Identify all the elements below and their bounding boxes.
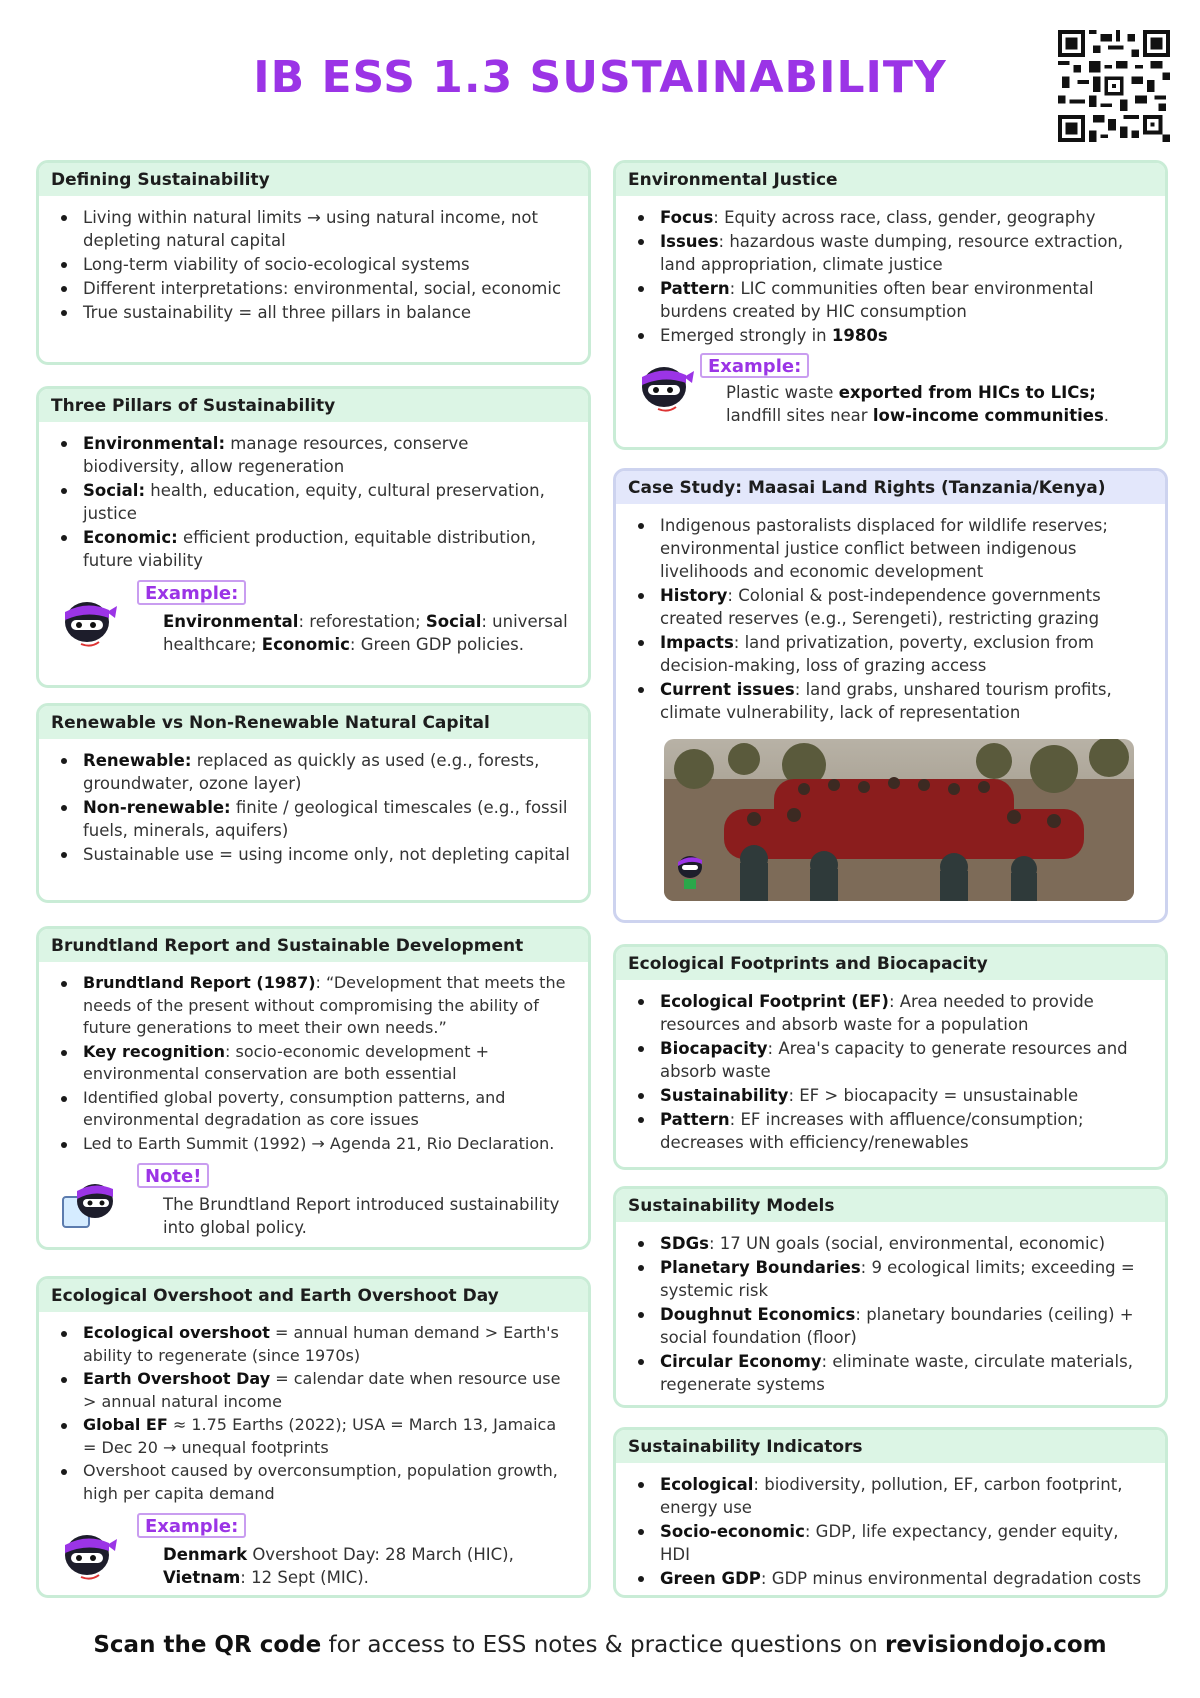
- example-tag: Example:: [137, 580, 246, 605]
- ninja-mascot-icon: [57, 1177, 119, 1233]
- list-item: Biocapacity: Area's capacity to generate resources and absorb waste: [630, 1037, 1151, 1083]
- card-title: Renewable vs Non-Renewable Natural Capital: [39, 706, 588, 739]
- list-item: True sustainability = all three pillars in balance: [53, 301, 574, 324]
- pillars-list: [39, 422, 588, 572]
- list-item: Economic: efficient production, equitable distribution, future viability: [53, 526, 574, 572]
- list-item: Impacts: land privatization, poverty, exclusion from decision-making, loss of grazing access: [630, 631, 1151, 677]
- card-title: Defining Sustainability: [39, 163, 588, 196]
- list-item: Different interpretations: environmental, social, economic: [53, 277, 574, 300]
- list-item: Pattern: LIC communities often bear environmental burdens created by HIC consumption: [630, 277, 1151, 323]
- card-title: Environmental Justice: [616, 163, 1165, 196]
- list-item: Ecological overshoot = annual human demand > Earth's ability to regenerate (since 1970s): [53, 1322, 574, 1367]
- note-callout: [57, 1163, 574, 1239]
- list-item: Sustainability: EF > biocapacity = unsustainable: [630, 1084, 1151, 1107]
- card-brundtland: [36, 926, 591, 1250]
- example-text: Environmental: reforestation; Social: universal healthcare; Economic: Green GDP policies.: [163, 612, 568, 654]
- card-sustainability-models: [613, 1186, 1168, 1408]
- ninja-mascot-icon: [57, 1527, 119, 1583]
- ninja-mascot-icon: [634, 359, 696, 415]
- list-item: Led to Earth Summit (1992) → Agenda 21, Rio Declaration.: [53, 1133, 574, 1156]
- list-item: Identified global poverty, consumption patterns, and environmental degradation as core issues: [53, 1087, 574, 1132]
- list-item: Overshoot caused by overconsumption, population growth, high per capita demand: [53, 1460, 574, 1505]
- list-item: Pattern: EF increases with affluence/consumption; decreases with efficiency/renewables: [630, 1108, 1151, 1154]
- example-callout: [57, 580, 574, 660]
- note-tag: Note!: [137, 1163, 209, 1188]
- list-item: SDGs: 17 UN goals (social, environmental, economic): [630, 1232, 1151, 1255]
- card-title: Three Pillars of Sustainability: [39, 389, 588, 422]
- brundtland-list: [39, 962, 588, 1155]
- card-title: Ecological Overshoot and Earth Overshoot Day: [39, 1279, 588, 1312]
- list-item: Social: health, education, equity, cultural preservation, justice: [53, 479, 574, 525]
- card-environmental-justice: [613, 160, 1168, 450]
- renewable-list: [39, 739, 588, 866]
- card-defining-sustainability: [36, 160, 591, 365]
- list-item: Green GDP: GDP minus environmental degradation costs: [630, 1567, 1151, 1590]
- example-text: Plastic waste exported from HICs to LICs; landfill sites near low-income communities.: [726, 383, 1110, 425]
- list-item: Non-renewable: finite / geological timescales (e.g., fossil fuels, minerals, aquifers): [53, 796, 574, 842]
- card-title: Sustainability Models: [616, 1189, 1165, 1222]
- footer-cta: [0, 1632, 1200, 1658]
- list-item: Socio-economic: GDP, life expectancy, gender equity, HDI: [630, 1520, 1151, 1566]
- list-item: Renewable: replaced as quickly as used (e.g., forests, groundwater, ozone layer): [53, 749, 574, 795]
- footer-bold-scan: Scan the QR code: [93, 1632, 322, 1658]
- card-title: Sustainability Indicators: [616, 1430, 1165, 1463]
- footer-text: for access to ESS notes & practice questions on: [321, 1632, 885, 1658]
- list-item: Emerged strongly in 1980s: [630, 324, 1151, 347]
- card-title: Ecological Footprints and Biocapacity: [616, 947, 1165, 980]
- list-item: Long-term viability of socio-ecological systems: [53, 253, 574, 276]
- justice-list: [616, 196, 1165, 347]
- footer-site-link[interactable]: revisiondojo.com: [884, 1632, 1107, 1658]
- list-item: Issues: hazardous waste dumping, resource extraction, land appropriation, climate justice: [630, 230, 1151, 276]
- example-callout: [57, 1513, 574, 1587]
- list-item: Key recognition: socio-economic development + environmental conservation are both essential: [53, 1041, 574, 1086]
- list-item: Earth Overshoot Day = calendar date when resource use > annual natural income: [53, 1368, 574, 1413]
- maasai-protest-photo: [664, 739, 1134, 901]
- maasai-list: [616, 504, 1165, 724]
- list-item: Focus: Equity across race, class, gender, geography: [630, 206, 1151, 229]
- card-ecological-footprints: [613, 944, 1168, 1170]
- list-item: Current issues: land grabs, unshared tourism profits, climate vulnerability, lack of representation: [630, 678, 1151, 724]
- card-overshoot: [36, 1276, 591, 1598]
- list-item: Doughnut Economics: planetary boundaries (ceiling) + social foundation (floor): [630, 1303, 1151, 1349]
- example-tag: Example:: [137, 1513, 246, 1538]
- card-title: Brundtland Report and Sustainable Development: [39, 929, 588, 962]
- list-item: Global EF ≈ 1.75 Earths (2022); USA = March 13, Jamaica = Dec 20 → unequal footprints: [53, 1414, 574, 1459]
- page-title: IB ESS 1.3 SUSTAINABILITY: [253, 52, 947, 103]
- defining-list: [39, 196, 588, 324]
- list-item: Living within natural limits → using natural income, not depleting natural capital: [53, 206, 574, 252]
- list-item: Sustainable use = using income only, not depleting capital: [53, 843, 574, 866]
- card-sustainability-indicators: [613, 1427, 1168, 1598]
- list-item: Brundtland Report (1987): “Development that meets the needs of the present without compromising the ability of future generations to meet their own needs.”: [53, 972, 574, 1040]
- list-item: Ecological Footprint (EF): Area needed to provide resources and absorb waste for a population: [630, 990, 1151, 1036]
- footprints-list: [616, 980, 1165, 1154]
- card-title: Case Study: Maasai Land Rights (Tanzania/Kenya): [616, 471, 1165, 504]
- example-callout: [634, 353, 1151, 427]
- list-item: Circular Economy: eliminate waste, circulate materials, regenerate systems: [630, 1350, 1151, 1396]
- overshoot-list: [39, 1312, 588, 1505]
- example-text: Denmark Overshoot Day: 28 March (HIC), Vietnam: 12 Sept (MIC).: [163, 1545, 514, 1587]
- list-item: Ecological: biodiversity, pollution, EF, carbon footprint, energy use: [630, 1473, 1151, 1519]
- indicators-list: [616, 1463, 1165, 1590]
- card-renewable-capital: [36, 703, 591, 903]
- list-item: Planetary Boundaries: 9 ecological limits; exceeding = systemic risk: [630, 1256, 1151, 1302]
- models-list: [616, 1222, 1165, 1396]
- example-tag: Example:: [700, 353, 809, 378]
- list-item: History: Colonial & post-independence governments created reserves (e.g., Serengeti), restricting grazing: [630, 584, 1151, 630]
- list-item: Indigenous pastoralists displaced for wildlife reserves; environmental justice conflict between indigenous livelihoods and economic development: [630, 514, 1151, 583]
- ninja-mascot-icon: [57, 594, 119, 650]
- card-maasai-case-study: [613, 468, 1168, 923]
- card-three-pillars: [36, 386, 591, 688]
- list-item: Environmental: manage resources, conserve biodiversity, allow regeneration: [53, 432, 574, 478]
- qr-code-icon[interactable]: [1058, 30, 1170, 142]
- note-text: The Brundtland Report introduced sustainability into global policy.: [163, 1195, 560, 1237]
